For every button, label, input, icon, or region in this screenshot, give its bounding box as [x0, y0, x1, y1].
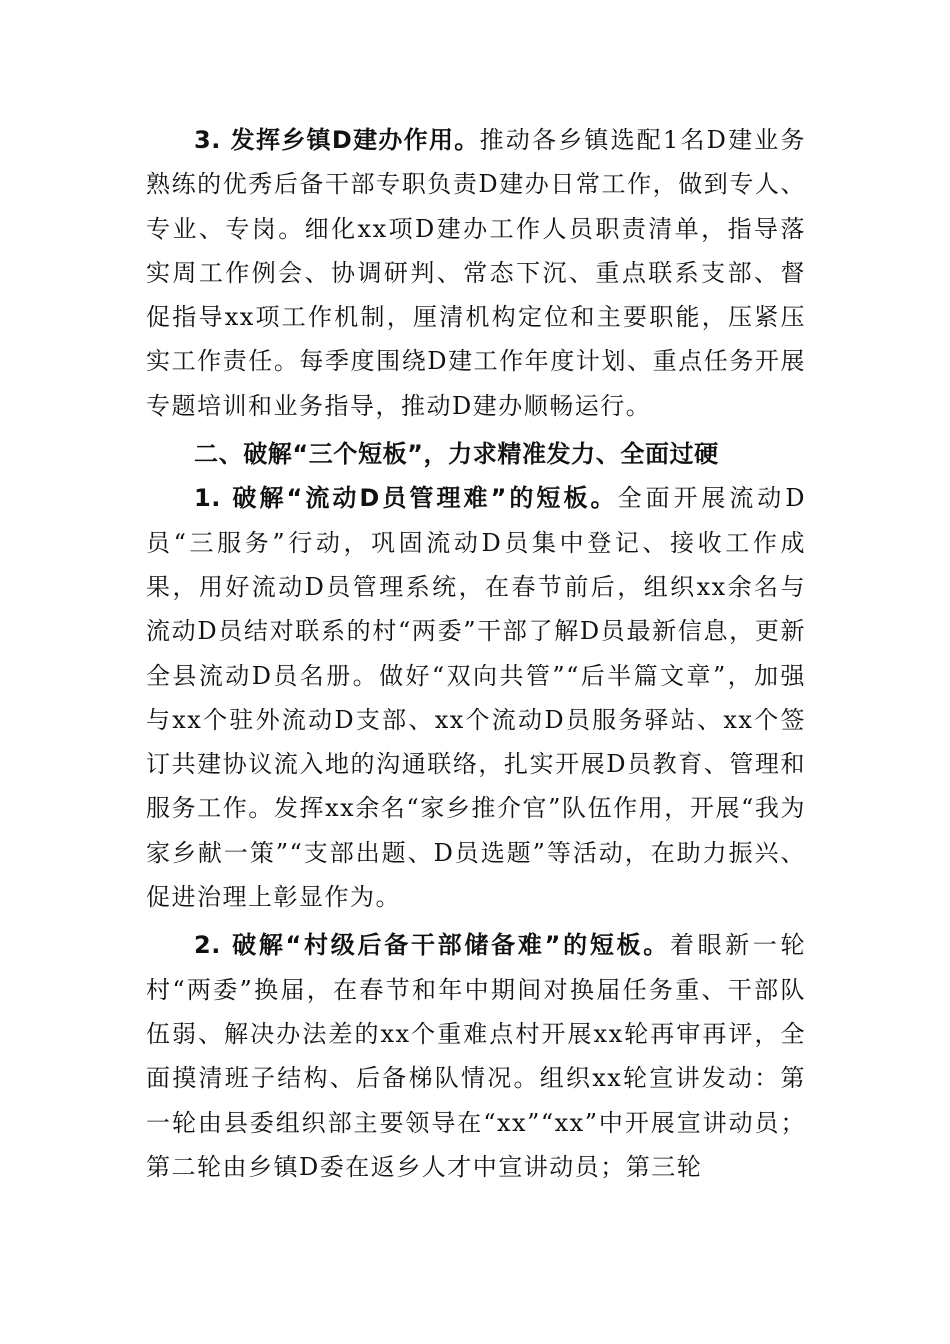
paragraph-body: 全面开展流动D员“三服务”行动，巩固流动D员集中登记、接收工作成果，用好流动D员管理系统，在春节前后，组织xx余名与流动D员结对联系的村“两委”干部了解D员最新信息，更新全县流动D员名册。做好“双向共管”“后半篇文章”，加强与xx个驻外流动D支部、xx个流动D员服务驿站、xx个签订共建协议流入地的沟通联络，扎实开展D员教育、管理和服务工作。发挥xx余名“家乡推介官”队伍作用，开展“我为家乡献一策”“支部出题、D员选题”等活动，在助力振兴、促进治理上彰显作为。 — [146, 484, 806, 912]
paragraph-reserve-cadres — [146, 923, 806, 1189]
paragraph-lead: 1. 破解“流动D员管理难”的短板。 — [194, 484, 618, 513]
paragraph-township-party-office — [146, 118, 806, 428]
paragraph-body: 推动各乡镇选配1名D建业务熟练的优秀后备干部专职负责D建办日常工作，做到专人、专业、专岗。细化xx项D建办工作人员职责清单，指导落实周工作例会、协调研判、常态下沉、重点联系支部、督促指导xx项工作机制，厘清机构定位和主要职能，压紧压实工作责任。每季度围绕D建工作年度计划、重点任务开展专题培训和业务指导，推动D建办顺畅运行。 — [146, 126, 806, 420]
paragraph-body: 着眼新一轮村“两委”换届，在春节和年中期间对换届任务重、干部队伍弱、解决办法差的xx个重难点村开展xx轮再审再评，全面摸清班子结构、后备梯队情况。组织xx轮宣讲发动：第一轮由县委组织部主要领导在“xx”“xx”中开展宣讲动员；第二轮由乡镇D委在返乡人才中宣讲动员；第三轮 — [146, 931, 807, 1181]
document-body — [146, 118, 806, 1189]
paragraph-mobile-members — [146, 476, 806, 919]
paragraph-lead: 3. 发挥乡镇D建办作用。 — [194, 126, 480, 154]
section-heading: 二、破解“三个短板”，力求精准发力、全面过硬 — [194, 440, 719, 469]
paragraph-lead: 2. 破解“村级后备干部储备难”的短板。 — [194, 931, 670, 960]
